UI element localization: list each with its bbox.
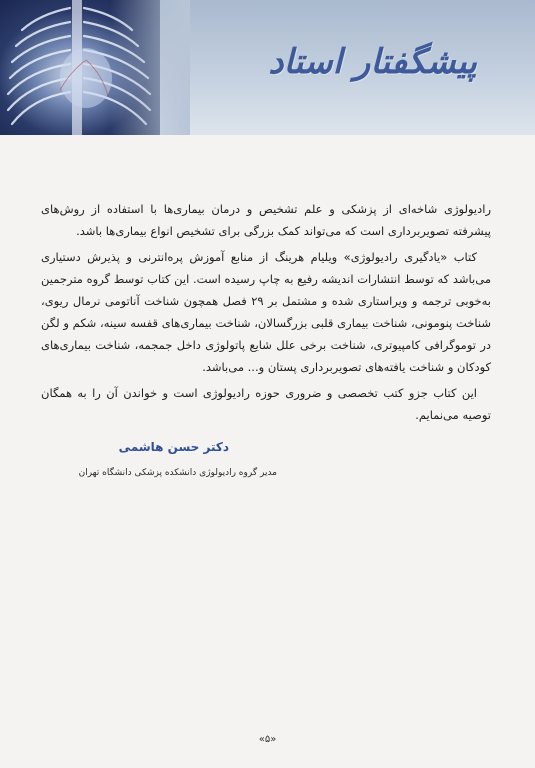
paragraph-recommendation: این کتاب جزو کتب تخصصی و ضروری حوزه رادیولوژی است و خواندن آن را به همگان توصیه می‌نمایم.	[41, 386, 491, 422]
signature-name: دکتر حسن هاشمی	[118, 440, 229, 454]
page-number: «۵»	[258, 734, 277, 745]
image-fade	[110, 0, 190, 135]
page-title: پیشگفتار استاد	[268, 42, 477, 82]
body-text	[41, 198, 491, 430]
header-banner	[0, 0, 535, 135]
paragraph-book-description: کتاب «یادگیری رادیولوژی» ویلیام هرینگ از منابع آموزش پره‌انترنی و پذیرش دستیاری می‌باشد که توسط انتشارات اندیشه رفیع به چاپ رسیده است. این کتاب توسط گروه مترجمین به‌خوبی ترجمه و ویراستاری شده و مشتمل بر ۲۹ فصل همچون شناخت آناتومی نرمال ریوی، شناخت پنومونی، شناخت بیماری قلبی بزرگسالان، شناخت بیماری‌های قفسه سینه، شکم و لگن در توموگرافی کامپیوتری، شناخت برخی علل شایع پاتولوژی داخل جمجمه، شناخت بیماری‌های کودکان و شناخت یافته‌های تصویربرداری پستان و... می‌باشد.	[41, 250, 491, 374]
paragraph-intro: رادیولوژی شاخه‌ای از پزشکی و علم تشخیص و درمان بیماری‌ها با استفاده از روش‌های پیشرفته تصویربرداری است که می‌تواند کمک بزرگی برای تشخیص انواع بیماری‌ها باشد.	[41, 202, 491, 238]
signature-title: مدیر گروه رادیولوژی دانشکده پزشکی دانشگاه تهران	[78, 468, 277, 478]
